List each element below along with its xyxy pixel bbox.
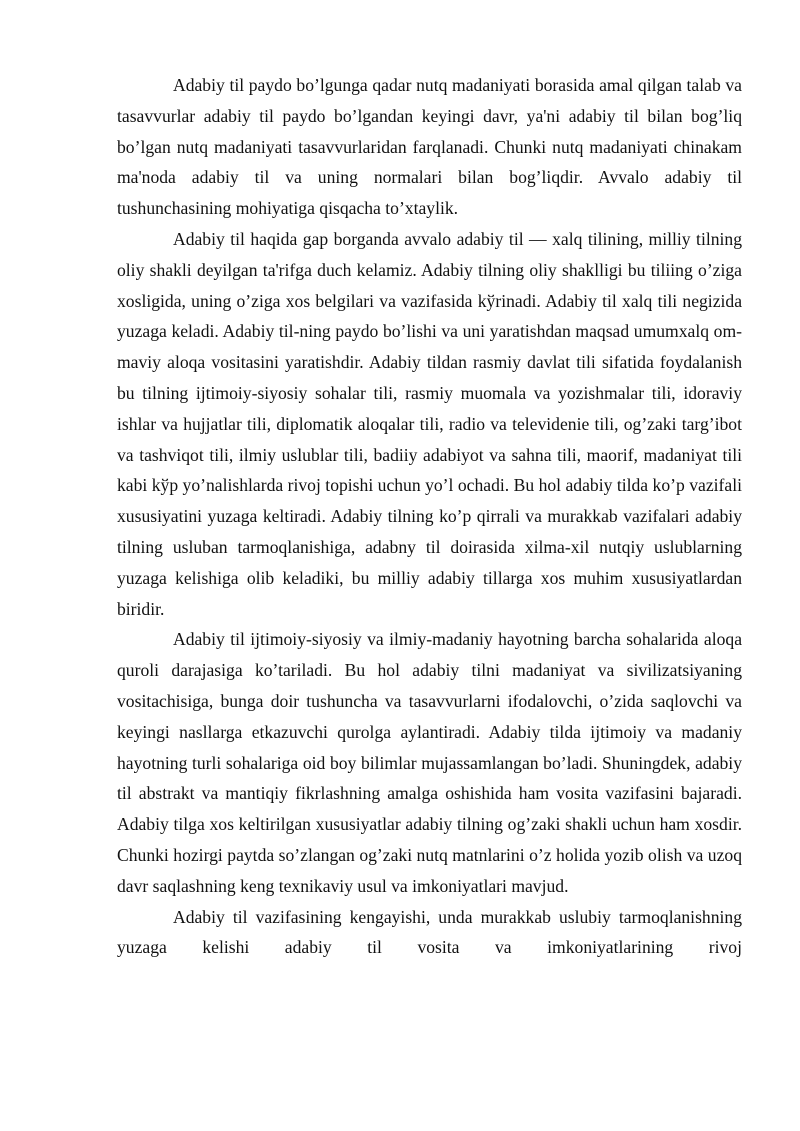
paragraph-literary-language-culture: Adabiy til paydo bo’lgunga qadar nutq madaniyati borasida amal qilgan talab va tasavvurlar adabiy til paydo bo’lgandan keyingi davr, ya'ni adabiy til bilan bog’liq bo’lgan nutq madaniyati tasavvurlaridan farqlanadi. Chunki nutq madaniyati chinakam ma'noda adabiy til va uning normalari bilan bog’liqdir. Avvalo adabiy til tushunchasining mohiyatiga qisqacha to’xtaylik. bbox=[117, 75, 742, 219]
document-page bbox=[117, 70, 742, 963]
paragraph-literary-language-definition: Adabiy til haqida gap borganda avvalo adabiy til — xalq tilining, milliy tilning oliy shakli deyilgan ta'rifga duch kelamiz. Adabiy tilning oliy shaklligi bu tiliing o’ziga xosligida, uning o’ziga xos belgilari va vazifasida kўrinadi. Adabiy til xalq tili negizida yuzaga keladi. Adabiy til-ning paydo bo’lishi va uni yaratishdan maqsad umumxalq om-maviy aloqa vositasini yaratishdir. Adabiy tildan rasmiy davlat tili sifatida foydalanish bu tilning ijtimoiy-siyosiy sohalar tili, rasmiy muomala va yozishmalar tili, idoraviy ishlar va hujjatlar tili, diplomatik aloqalar tili, radio va televidenie tili, og’zaki targ’ibot va tashviqot tili, ilmiy uslublar tili, badiiy adabiyot va sahna tili, maorif, madaniyat tili kabi kўp yo’nalishlarda rivoj topishi uchun yo’l ochadi. Bu hol adabiy tilda ko’p vazifali xususiyatini yuzaga keltiradi. Adabiy tilning ko’p qirrali va murakkab vazifalari adabiy tilning usluban tarmoqlanishiga, adabny til doirasida xilma-xil nutqiy uslublarning yuzaga kelishiga olib keladiki, bu milliy adabiy tillarga xos muhim xususiyatlardan biridir. bbox=[117, 228, 742, 619]
paragraph-literary-language-role: Adabiy til ijtimoiy-siyosiy va ilmiy-madaniy hayotning barcha sohalarida aloqa quroli darajasiga ko’tariladi. Bu hol adabiy tilni madaniyat va sivilizatsiyaning vositachisiga, bunga doir tushuncha va tasavvurlarni ifodalovchi, o’zida saqlovchi va keyingi nasllarga etkazuvchi qurolga aylantiradi. Adabiy tilda ijtimoiy va madaniy hayotning turli sohalariga oid boy bilimlar mujassamlangan bo’ladi. Shuningdek, adabiy til abstrakt va mantiqiy fikrlashning amalga oshishida ham vosita vazifasini bajaradi. Adabiy tilga xos keltirilgan xususiyatlar adabiy tilning og’zaki shakli uchun ham xosdir. Chunki hozirgi paytda so’zlangan og’zaki nutq matnlarini o’z holida yozib olish va uzoq davr saqlashning keng texnikaviy usul va imkoniyatlari mavjud. bbox=[117, 629, 742, 896]
paragraph-literary-language-development: Adabiy til vazifasining kengayishi, unda murakkab uslubiy tarmoqlanishning yuzaga kelishi adabiy til vosita va imkoniyatlarining rivoj bbox=[117, 906, 742, 958]
